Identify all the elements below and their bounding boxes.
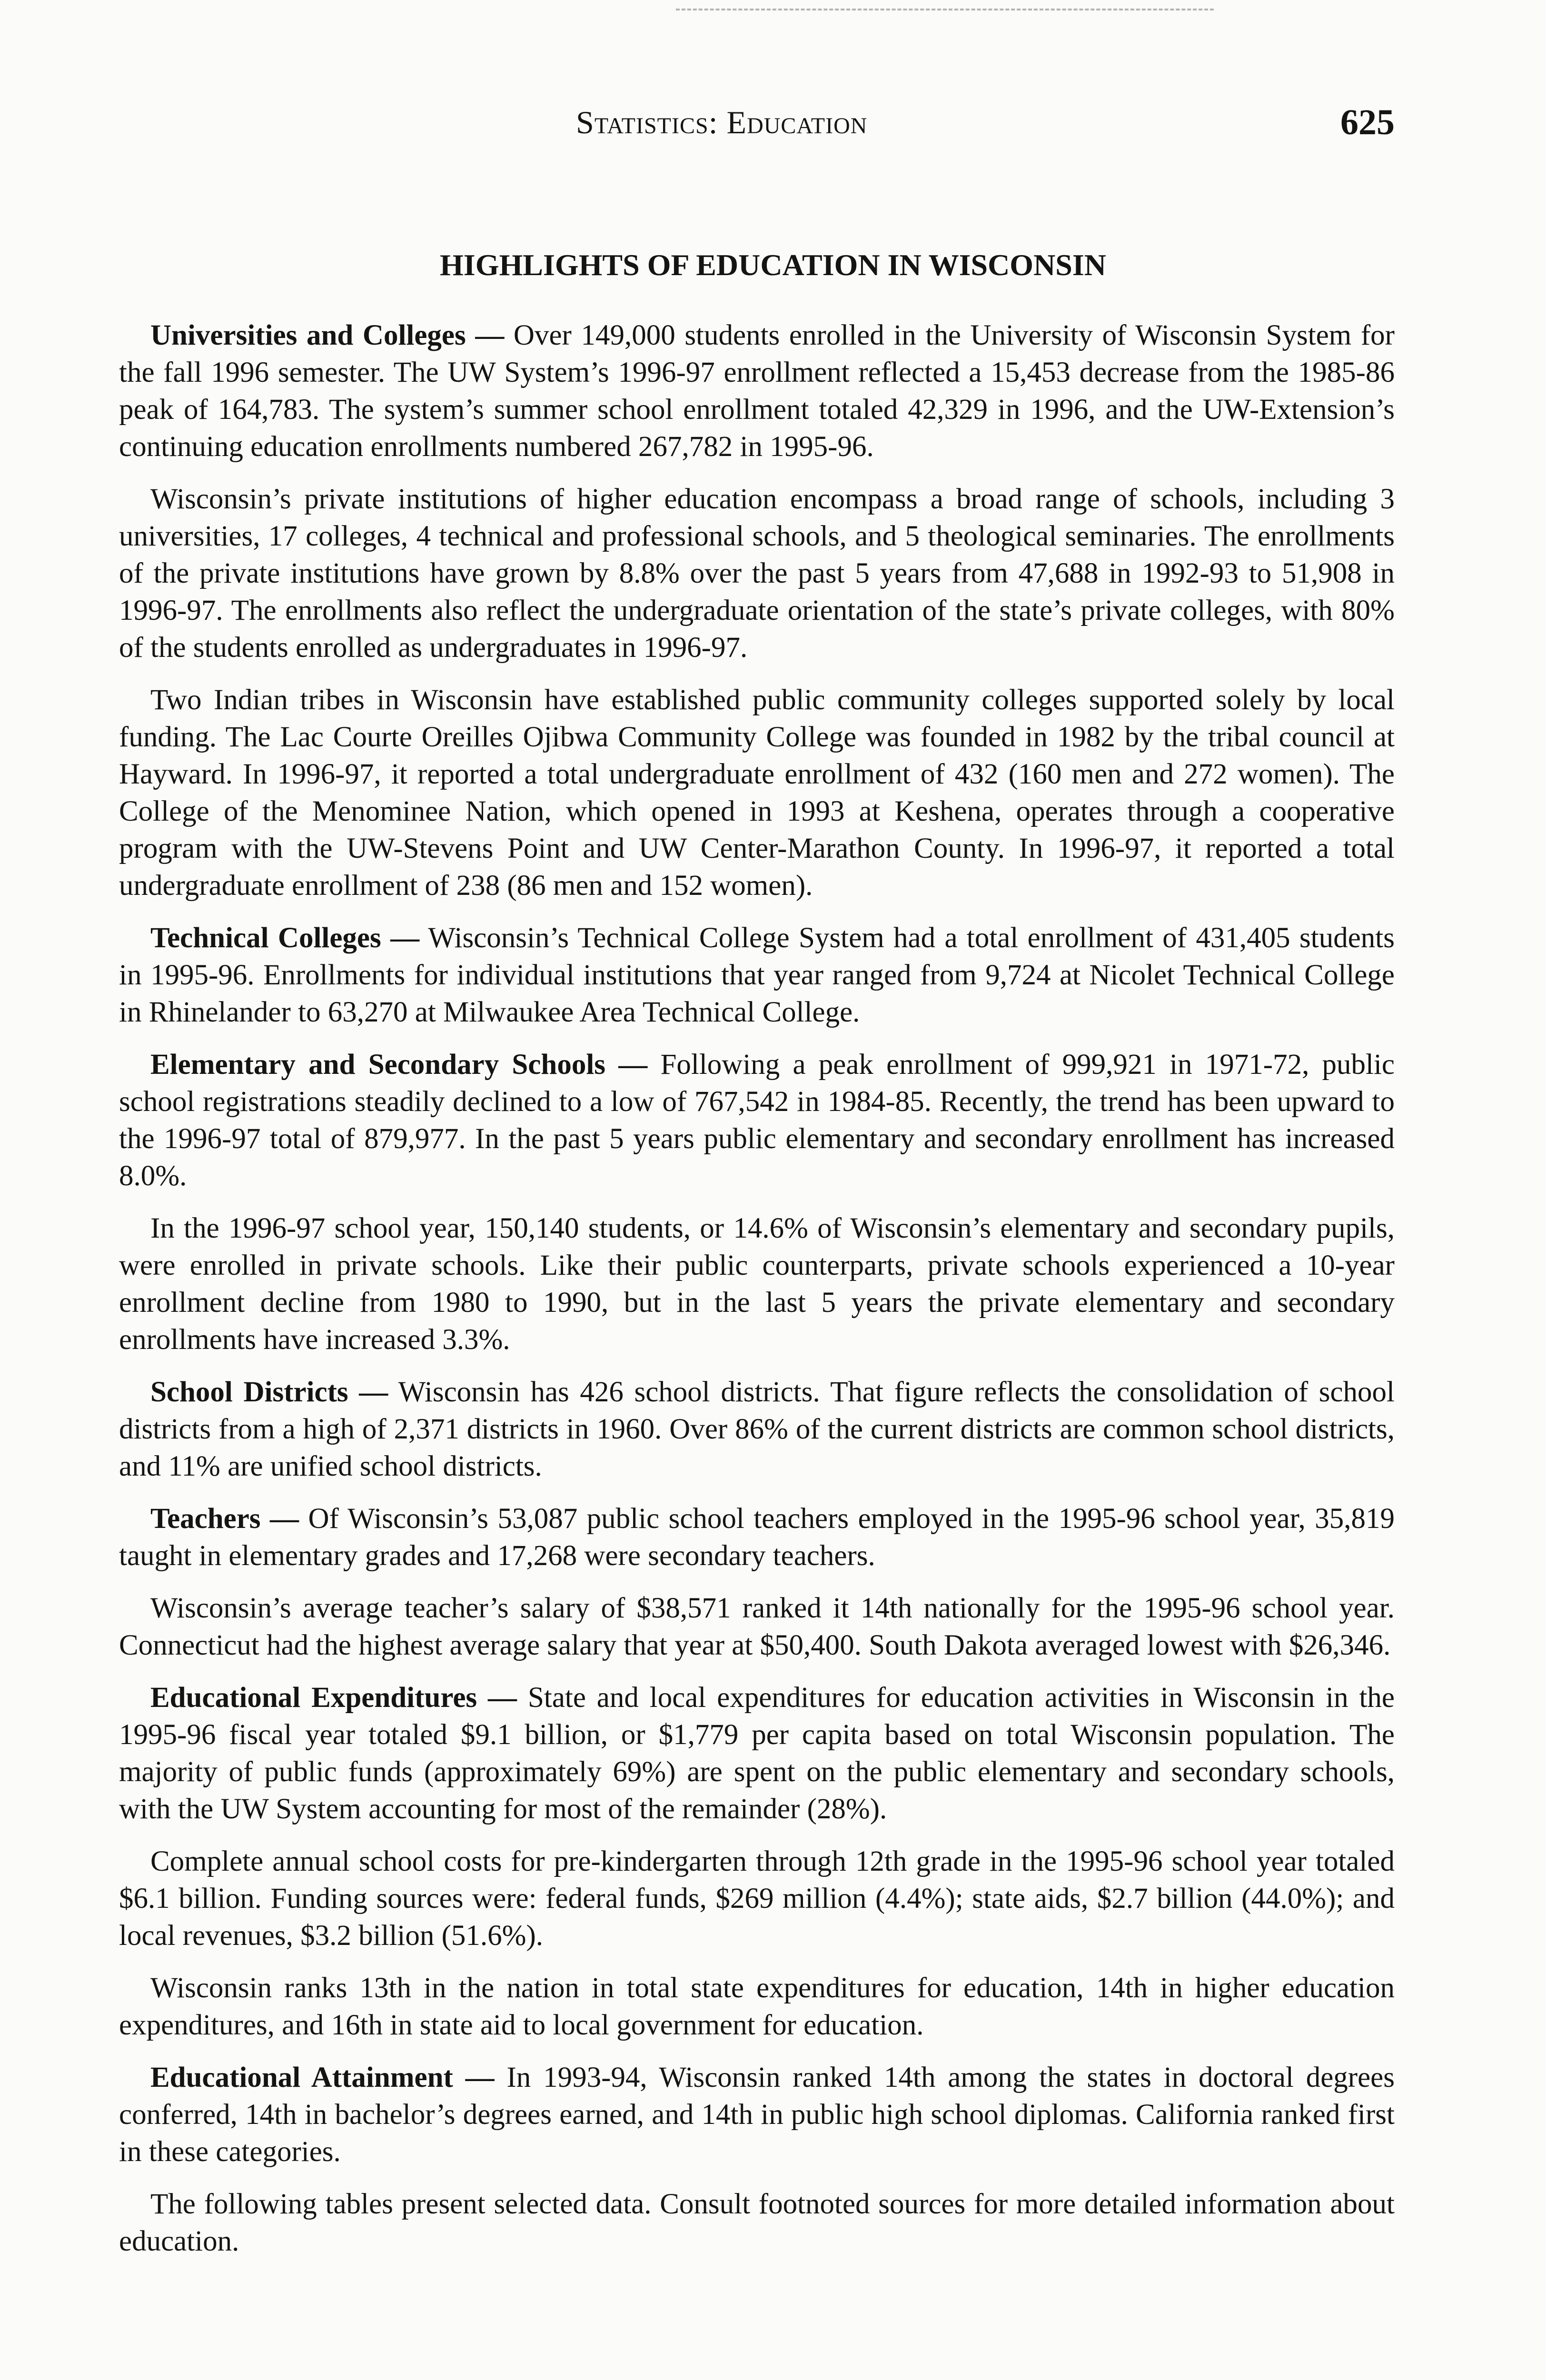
running-header [0, 101, 1546, 144]
paragraph-lead: Elementary and Secondary Schools — [150, 1049, 648, 1081]
paragraph-text: Wisconsin’s average teacher’s salary of $38,571 ranked it 14th nationally for the 1995-96 school year. Connecticut had the highest average salary that year at $50,400. South Dakota averaged lowest with $26,346. [119, 1592, 1395, 1661]
paragraph-text: Complete annual school costs for pre-kindergarten through 12th grade in the 1995-96 school year totaled $6.1 billion. Funding sources were: federal funds, $269 million (4.4%); state aids, $2.7 billion (44.0%); and local revenues, $3.2 billion (51.6%). [119, 1845, 1395, 1952]
paragraph-text: Wisconsin’s private institutions of higher education encompass a broad range of schools, including 3 universities, 17 colleges, 4 technical and professional schools, and 5 theological seminaries. The enrollments of the private institutions have grown by 8.8% over the past 5 years from 47,688 in 1992-93 to 51,908 in 1996-97. The enrollments also reflect the undergraduate orientation of the state’s private colleges, with 80% of the students enrolled as undergraduates in 1996-97. [119, 483, 1395, 664]
paragraph-lead: Teachers — [150, 1503, 299, 1535]
paragraph-text: Following a peak enrollment of 999,921 in 1971-72, public school registrations steadily declined to a low of 767,542 in 1984-85. Recently, the trend has been upward to the 1996-97 total of 879,977. In the past 5 years public elementary and secondary enrollment has increased 8.0%. [119, 1049, 1395, 1192]
paragraph-lead: Educational Attainment — [150, 2062, 495, 2093]
paragraph-lead: Educational Expenditures — [150, 1682, 517, 1714]
paragraph-elementary-secondary [119, 1046, 1395, 1195]
section-title: Statistics: Education [576, 104, 868, 140]
body-text [119, 317, 1395, 2275]
paragraph-text: Wisconsin has 426 school districts. That figure reflects the consolidation of school districts from a high of 2,371 districts in 1960. Over 86% of the current districts are common school districts, and 11% are unified school districts. [119, 1376, 1395, 1482]
paragraph-text: In 1993-94, Wisconsin ranked 14th among the states in doctoral degrees conferred, 14th in bachelor’s degrees earned, and 14th in public high school diplomas. California ranked first in these categories. [119, 2062, 1395, 2168]
paragraph-teachers [119, 1500, 1395, 1575]
paragraph-expenditures [119, 1679, 1395, 1828]
scan-artifact [676, 9, 1214, 15]
paragraph-rankings [119, 1970, 1395, 2044]
paragraph-technical-colleges [119, 920, 1395, 1031]
paragraph-lead: Universities and Colleges — [150, 319, 505, 351]
paragraph-tribal-colleges [119, 682, 1395, 904]
paragraph-text: Wisconsin ranks 13th in the nation in total state expenditures for education, 14th in higher education expenditures, and 16th in state aid to local government for education. [119, 1972, 1395, 2041]
paragraph-text: Two Indian tribes in Wisconsin have established public community colleges supported solely by local funding. The Lac Courte Oreilles Ojibwa Community College was founded in 1982 by the tribal council at Hayward. In 1996-97, it reported a total undergraduate enrollment of 432 (160 men and 272 women). The College of the Menominee Nation, which opened in 1993 at Keshena, operates through a cooperative program with the UW-Stevens Point and UW Center-Marathon County. In 1996-97, it reported a total undergraduate enrollment of 238 (86 men and 152 women). [119, 684, 1395, 902]
paragraph-text: Of Wisconsin’s 53,087 public school teachers employed in the 1995-96 school year, 35,819 taught in elementary grades and 17,268 were secondary teachers. [119, 1503, 1395, 1572]
page-heading: HIGHLIGHTS OF EDUCATION IN WISCONSIN [440, 248, 1106, 282]
paragraph-attainment [119, 2059, 1395, 2171]
paragraph-text: Over 149,000 students enrolled in the University of Wisconsin System for the fall 1996 semester. The UW System’s 1996-97 enrollment reflected a 15,453 decrease from the 1985-86 peak of 164,783. The system’s summer school enrollment totaled 42,329 in 1996, and the UW-Extension’s continuing education enrollments numbered 267,782 in 1995-96. [119, 319, 1395, 463]
paragraph-text: In the 1996-97 school year, 150,140 students, or 14.6% of Wisconsin’s elementary and secondary pupils, were enrolled in private schools. Like their public counterparts, private schools experienced a 10-year enrollment decline from 1980 to 1990, but in the last 5 years the private elementary and secondary enrollments have increased 3.3%. [119, 1212, 1395, 1356]
paragraph-tables-note [119, 2186, 1395, 2260]
paragraph-school-districts [119, 1374, 1395, 1485]
paragraph-text: Wisconsin’s Technical College System had a total enrollment of 431,405 students in 1995-96. Enrollments for individual institutions that year ranged from 9,724 at Nicolet Technical College in Rhinelander to 63,270 at Milwaukee Area Technical College. [119, 922, 1395, 1028]
paragraph-private-institutions [119, 481, 1395, 666]
paragraph-lead: School Districts — [150, 1376, 388, 1408]
paragraph-school-costs [119, 1843, 1395, 1954]
paragraph-universities [119, 317, 1395, 466]
paragraph-text: State and local expenditures for education activities in Wisconsin in the 1995-96 fiscal year totaled $9.1 billion, or $1,779 per capita based on total Wisconsin population. The majority of public funds (approximately 69%) are spent on the public elementary and secondary schools, with the UW System accounting for most of the remainder (28%). [119, 1682, 1395, 1825]
page-number: 625 [1340, 102, 1395, 142]
paragraph-teacher-salary [119, 1590, 1395, 1664]
paragraph-private-schools [119, 1210, 1395, 1359]
paragraph-text: The following tables present selected data. Consult footnoted sources for more detailed information about education. [119, 2188, 1395, 2257]
paragraph-lead: Technical Colleges — [150, 922, 420, 954]
